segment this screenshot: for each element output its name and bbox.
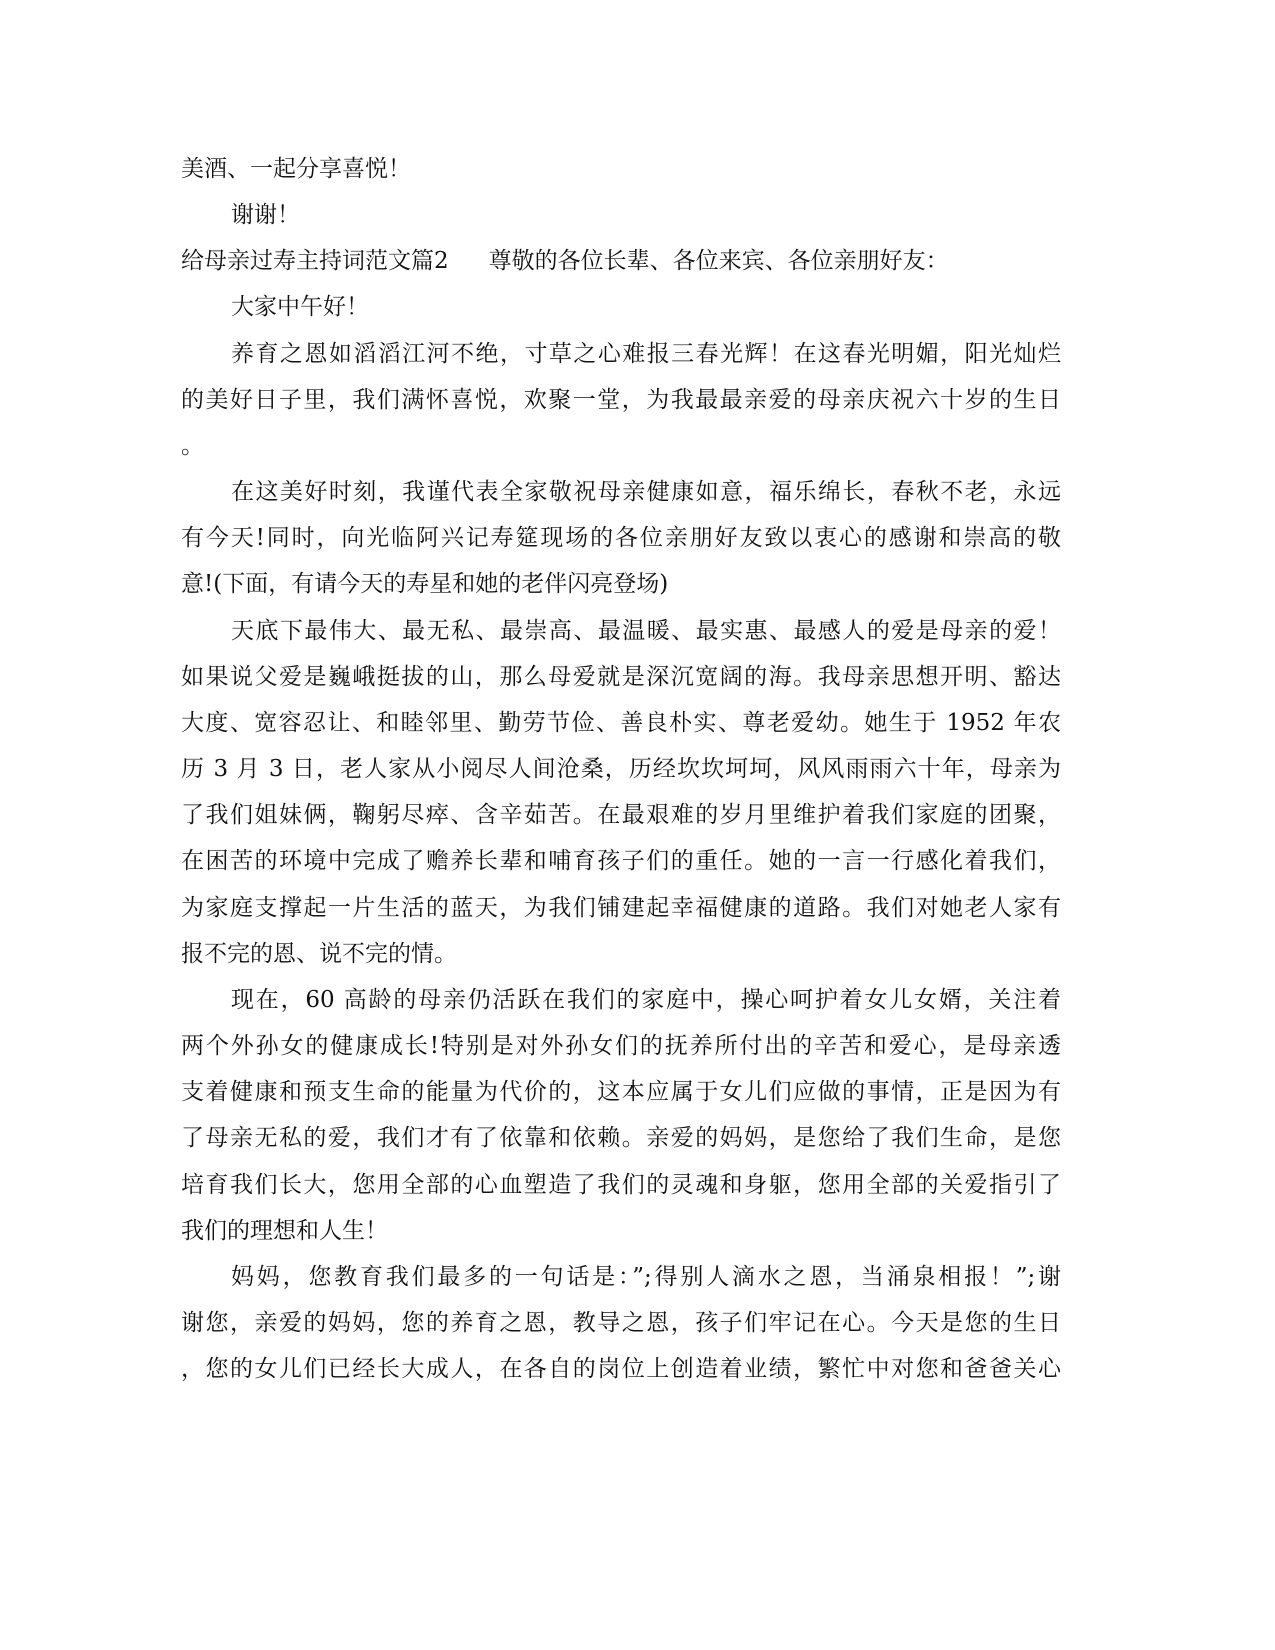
text-line: 谢您，亲爱的妈妈，您的养育之恩，教导之恩，孩子们牢记在心。今天是您的生日 xyxy=(181,1310,1061,1336)
text-line: 大家中午好！ xyxy=(231,294,369,320)
text-line: ，您的女儿们已经长大成人，在各自的岗位上创造着业绩，繁忙中对您和爸爸关心 xyxy=(181,1356,1061,1382)
text-line: 天底下最伟大、最无私、最崇高、最温暖、最实惠、最感人的爱是母亲的爱！ xyxy=(231,618,1061,644)
text-line: 养育之恩如滔滔江河不绝，寸草之心难报三春光辉！在这春光明媚，阳光灿烂 xyxy=(231,341,1061,367)
text-line: 为家庭支撑起一片生活的蓝天，为我们铺建起幸福健康的道路。我们对她老人家有 xyxy=(181,895,1061,921)
text-line: 两个外孙女的健康成长!特别是对外孙女们的抚养所付出的辛苦和爱心，是母亲透 xyxy=(181,1033,1061,1059)
text-line: 报不完的恩、说不完的情。 xyxy=(181,941,457,967)
text-line: 妈妈，您教育我们最多的一句话是：”;得别人滴水之恩，当涌泉相报！”;谢 xyxy=(231,1264,1061,1290)
text-line: 现在，60 高龄的母亲仍活跃在我们的家庭中，操心呵护着女儿女婿，关注着 xyxy=(231,987,1061,1013)
text-line: 培育我们长大，您用全部的心血塑造了我们的灵魂和身躯，您用全部的关爱指引了 xyxy=(181,1172,1061,1198)
text-line: 支着健康和预支生命的能量为代价的，这本应属于女儿们应做的事情，正是因为有 xyxy=(181,1079,1061,1105)
section-title: 给母亲过寿主持词范文篇2 xyxy=(181,248,449,274)
text-line: 如果说父爱是巍峨挺拔的山，那么母爱就是深沉宽阔的海。我母亲思想开明、豁达 xyxy=(181,664,1061,690)
text-line: 了我们姐妹俩，鞠躬尽瘁、含辛茹苦。在最艰难的岁月里维护着我们家庭的团聚， xyxy=(181,802,1061,828)
text-line: 大度、宽容忍让、和睦邻里、勤劳节俭、善良朴实、尊老爱幼。她生于 1952 年农 xyxy=(181,710,1061,736)
text-line: 在这美好时刻，我谨代表全家敬祝母亲健康如意，福乐绵长，春秋不老，永远 xyxy=(231,479,1061,505)
text-line: 意!(下面，有请今天的寿星和她的老伴闪亮登场) xyxy=(181,571,669,597)
text-line: 美酒、一起分享喜悦！ xyxy=(181,156,411,182)
text-line: 我们的理想和人生！ xyxy=(181,1218,388,1244)
section-heading-line xyxy=(181,244,1061,278)
text-line: 的美好日子里，我们满怀喜悦，欢聚一堂，为我最最亲爱的母亲庆祝六十岁的生日 xyxy=(181,387,1061,413)
text-line: 历 3 月 3 日，老人家从小阅尽人间沧桑，历经坎坎坷坷，风风雨雨六十年，母亲为 xyxy=(181,756,1061,782)
text-line: 谢谢！ xyxy=(231,202,300,228)
text-line: 了母亲无私的爱，我们才有了依靠和依赖。亲爱的妈妈，是您给了我们生命，是您 xyxy=(181,1125,1061,1151)
text-line: 在困苦的环境中完成了赡养长辈和哺育孩子们的重任。她的一言一行感化着我们， xyxy=(181,848,1061,874)
text-line: 。 xyxy=(181,433,204,459)
salutation: 尊敬的各位长辈、各位来宾、各位亲朋好友： xyxy=(488,248,949,274)
text-line: 有今天!同时，向光临阿兴记寿筵现场的各位亲朋好友致以衷心的感谢和崇高的敬 xyxy=(181,525,1061,551)
